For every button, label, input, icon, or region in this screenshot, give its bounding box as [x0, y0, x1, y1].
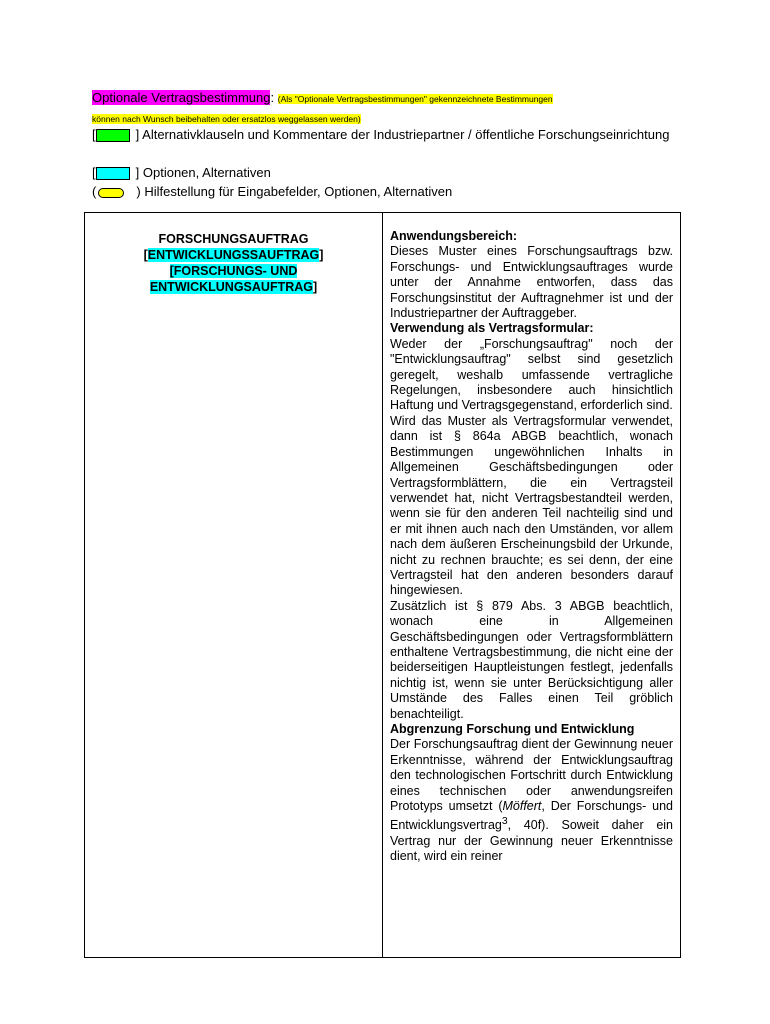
paragraph-verwendung-2: Wird das Muster als Vertragsformular verwendet, dann ist § 864a ABGB beachtlich, wonach Bestimmungen ungewöhnlichen Inhalts in Allgemeinen Geschäftsbedingungen oder Vertragsformblättern, die ein Vertragsteil verwendet hat, nicht Vertragsbestandteil werden, wenn sie für den anderen Teil nachteilig sind und er mit ihnen auch nach den Umständen, vor allem nach dem äußeren Erscheinungsbild der Urkunde, nicht zu rechnen brauchte; es sei denn, der eine Vertragsteil hat den anderen besonders darauf hingewiesen.	[390, 413, 673, 598]
heading-verwendung: Verwendung als Vertragsformular:	[390, 321, 594, 336]
optional-label: Optionale Vertragsbestimmung	[92, 90, 271, 105]
optional-note-line2: können nach Wunsch beibehalten oder ersatzlos weggelassen werden)	[92, 114, 361, 124]
contract-alt-1: [ENTWICKLUNGSSAUFTRAG]	[143, 248, 324, 262]
cyan-legend-text: Optionen, Alternativen	[142, 165, 271, 180]
heading-abgrenzung: Abgrenzung Forschung und Entwicklung	[390, 722, 635, 736]
legend-yellow	[92, 182, 679, 201]
paragraph-verwendung-1: Weder der „Forschungsauftrag" noch der "Entwicklungsauftrag" selbst sind gesetzlich geregelt, weshalb umfassende vertragliche Regelungen, insbesondere auch hinsichtlich Haftung und Vertragsgegenstand, erforderlich sind.	[390, 336, 673, 413]
paragraph-verwendung-3: Zusätzlich ist § 879 Abs. 3 ABGB beachtlich, wonach eine in Allgemeinen Geschäftsbedingungen oder Vertragsformblättern enthaltene Vertragsbestimmung, die nicht eine der beiderseitigen Hauptleistungen festlegt, jedenfalls nichtig ist, wenn sie unter Berücksichtigung aller Umstände des Falles einen Teil gröblich benachteiligt.	[390, 598, 673, 721]
yellow-legend-text: Hilfestellung für Eingabefelder, Optionen, Alternativen	[144, 184, 453, 199]
yellow-swatch: ( )	[92, 184, 141, 199]
optional-note-line1: (Als "Optionale Vertragsbestimmungen" gekennzeichnete Bestimmungen	[277, 94, 553, 104]
left-cell	[85, 213, 383, 958]
green-swatch: [ ]	[92, 127, 140, 142]
legend-green	[92, 125, 679, 144]
author-citation: Möffert	[502, 799, 542, 814]
paragraph-anwendungsbereich: Dieses Muster eines Forschungsauftrags bzw. Forschungs- und Entwicklungsauftrages wurde unter der Annahme entworfen, dass das Forschungsinstitut der Auftragnehmer ist und der Industriepartner der Auftraggeber.	[390, 244, 673, 321]
edition-superscript: 3	[501, 816, 508, 828]
commentary	[383, 213, 680, 957]
optional-colon: :	[270, 90, 275, 105]
contract-title: FORSCHUNGSAUFTRAG	[158, 232, 309, 246]
paragraph-abgrenzung: Der Forschungsauftrag dient der Gewinnung neuer Erkenntnisse, während der Entwicklungsauftrag den technologischen Fortschritt durch Entwicklung eines technischen oder anwendungsreifen Prototyps umsetzt (Möffert, Der Forschungs- und Entwicklungsvertrag$^3$, 40f). Soweit daher ein Vertrag nur der Gewinnung neuer Erkenntnisse dient, wird ein reiner	[390, 737, 673, 864]
legend-optional	[92, 88, 679, 109]
contract-alt-2: [FORSCHUNGS- UND	[169, 264, 298, 278]
green-legend-text: Alternativklauseln und Kommentare der Industriepartner / öffentliche Forschungseinrichtung	[142, 127, 670, 142]
contract-alt-2b: ENTWICKLUNGSAUFTRAG]	[149, 280, 318, 294]
right-cell	[383, 213, 681, 958]
contract-table	[84, 212, 681, 958]
cyan-swatch: [ ]	[92, 165, 140, 180]
heading-anwendungsbereich: Anwendungsbereich:	[390, 229, 518, 243]
contract-title-block	[85, 231, 382, 295]
legend-cyan	[92, 163, 679, 182]
